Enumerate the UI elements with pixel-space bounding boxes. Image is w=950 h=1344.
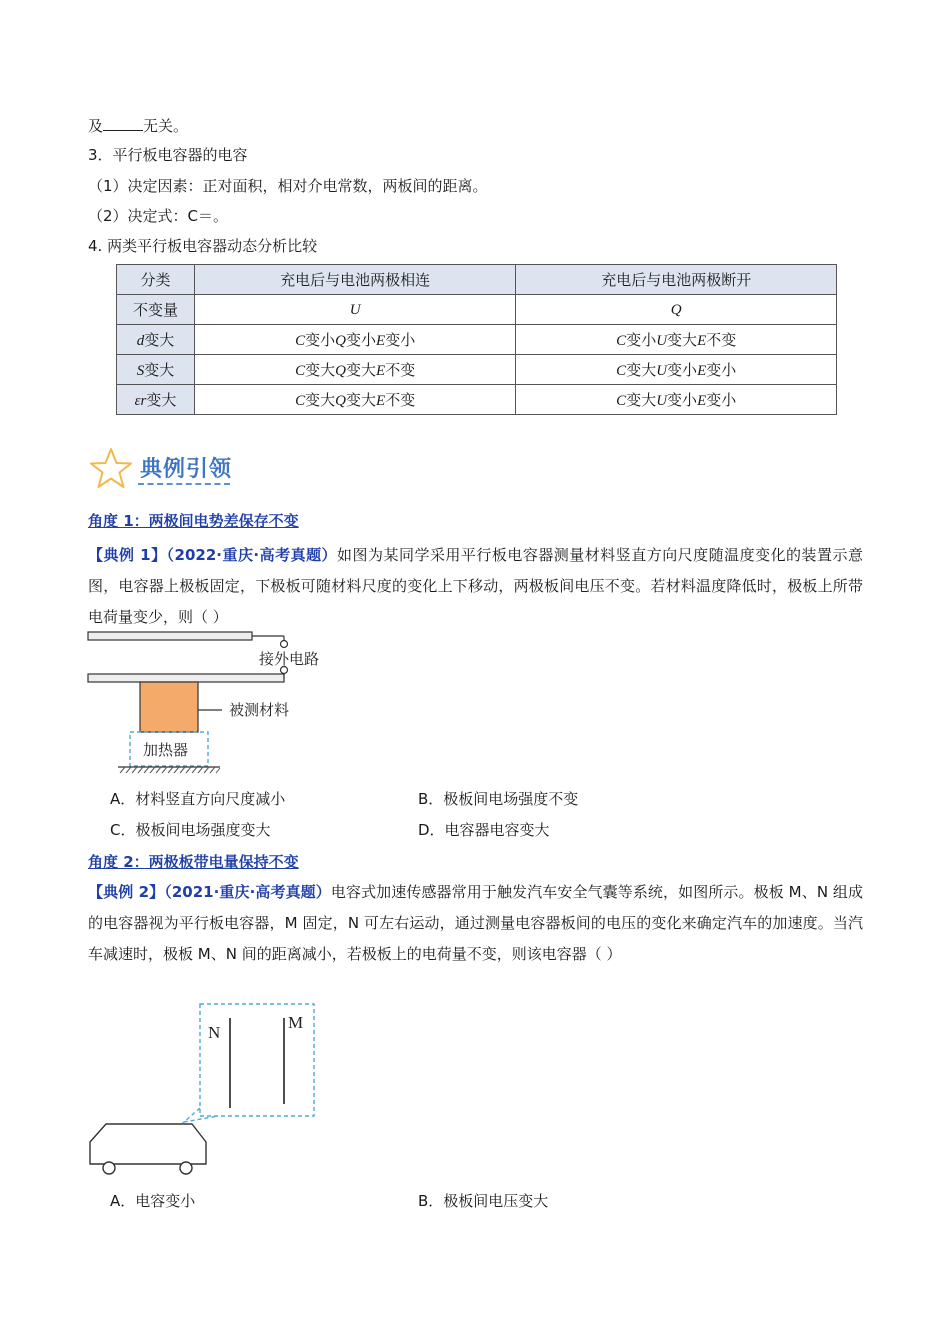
table-row [117,325,837,355]
table-cell-text: 变小 [706,361,737,379]
table-cell-variable: C [616,333,627,349]
table-cell-text: 不变 [706,331,737,349]
top-plate [88,632,252,640]
callout-pointer [184,1108,218,1122]
example-2-tag: 【典例 2】（2021·重庆·高考真题） [88,883,331,901]
table-cell-variable: Q [335,363,346,379]
table-cell-text: 不变 [385,391,416,409]
table-cell [516,385,837,415]
table-cell-text: 变大 [346,391,377,409]
star-outline-icon [88,446,134,490]
section-title: 典例引领 [140,457,233,482]
table-cell-variable: E [376,393,386,409]
table-cell [194,325,516,355]
table-row-label-text: 变大 [144,331,175,349]
example-2-body: 电容式加速传感器常用于触发汽车安全气囊等系统，如图所示。极板 M、N 组成的电容器视为平行板电容器，M 固定，N 可左右运动，通过测量电容器板间的电压的变化来确定汽车的加速度。当汽车减速时，极板 M、N 间的距离减小，若极板上的电荷量不变，则该电容器（ ） [88,883,863,963]
table-cell [194,385,516,415]
table-cell-text: 变大 [667,331,698,349]
table-row-variable: S [136,363,145,379]
table-cell-text: 不变 [385,361,416,379]
table-header-row [117,265,837,295]
table-row-label [117,325,195,355]
table-cell-text: 变小 [667,361,698,379]
table-cell [516,355,837,385]
table-header-cell: 充电后与电池两极断开 [516,265,837,295]
table-cell-variable: Q [670,302,682,318]
label-m: M [288,1013,304,1032]
example-1-text [88,540,863,633]
table-cell-text: 变大 [305,361,336,379]
table-cell [194,295,516,325]
table-cell-variable: U [656,333,668,349]
label-n: N [208,1023,221,1042]
angle-2-heading: 角度 2：两极板带电量保持不变 [88,853,299,871]
example-2-text [88,877,863,970]
table-row-label [117,355,195,385]
item-4-title: 4. 两类平行板电容器动态分析比较 [88,237,318,255]
table-row-label-text: 不变量 [132,301,178,319]
table-row-variable: εr [134,393,147,409]
label-heater: 加热器 [143,741,189,759]
table-cell-variable: C [295,363,306,379]
table-row [117,355,837,385]
comparison-table [116,264,837,415]
label-circuit: 接外电路 [259,650,320,668]
table-row-label-text: 变大 [146,391,177,409]
example-1-tag: 【典例 1】（2022·重庆·高考真题） [88,546,338,564]
table-cell-variable: C [616,393,627,409]
table-row [117,385,837,415]
fill-blank [103,116,143,131]
option-2b: B．极板间电压变大 [418,1192,549,1210]
figure-1 [84,628,344,778]
example-1-body: 如图为某同学采用平行板电容器测量材料竖直方向尺度随温度变化的装置示意图，电容器上极板固定，下极板可随材料尺度的变化上下移动，两极板间电压不变。若材料温度降低时，极板上所带电荷量变少，则（ ） [88,546,863,626]
item-3-title: 3．平行板电容器的电容 [88,146,248,164]
table-cell-text: 变大 [626,391,657,409]
table-header-cell: 分类 [117,265,195,295]
table-cell-variable: E [697,333,707,349]
table-cell [516,325,837,355]
table-row-label-text: 变大 [144,361,175,379]
option-1b: B．极板间电场强度不变 [418,790,579,808]
table-row-label [117,295,195,325]
table-cell-text: 变小 [346,331,377,349]
table-cell-variable: Q [335,393,346,409]
option-2a: A．电容变小 [110,1192,196,1210]
table-cell-text: 变小 [305,331,336,349]
table-row-label [117,385,195,415]
table-cell-text: 变大 [305,391,336,409]
table-header-cell: 充电后与电池两极相连 [194,265,516,295]
table-cell-variable: U [656,393,668,409]
table-cell-variable: U [656,363,668,379]
material-block [140,682,198,732]
section-title-underline [138,483,230,485]
table-row [117,295,837,325]
car-wheel-rear [180,1162,192,1174]
table-row-variable: d [136,333,145,349]
table-cell [194,355,516,385]
table-cell-text: 变小 [626,331,657,349]
table-cell-variable: C [295,333,306,349]
terminal-top [281,641,288,648]
car-wheel-front [103,1162,115,1174]
option-1a: A．材料竖直方向尺度减小 [110,790,286,808]
table-cell-variable: C [616,363,627,379]
table-cell-variable: E [697,393,707,409]
table-cell-text: 变大 [346,361,377,379]
intro-line-1: 及 无关。 [88,117,189,135]
angle-1-heading: 角度 1：两极间电势差保存不变 [88,512,299,530]
label-material: 被测材料 [229,701,290,719]
table-cell-variable: C [295,393,306,409]
table-cell-text: 变小 [385,331,416,349]
table-cell-text: 变小 [706,391,737,409]
car-body [90,1124,206,1164]
table-cell-text: 变大 [626,361,657,379]
table-cell-variable: U [349,302,361,318]
table-cell-variable: E [697,363,707,379]
item-3-2: （2）决定式：C＝。 [88,207,229,225]
item-3-1: （1）决定因素：正对面积，相对介电常数，两板间的距离。 [88,177,488,195]
figure-2 [84,1000,324,1180]
option-1d: D．电容器电容变大 [418,821,550,839]
option-1c: C．极板间电场强度变大 [110,821,271,839]
table-cell-variable: E [376,333,386,349]
table-cell [516,295,837,325]
table-cell-variable: E [376,363,386,379]
table-cell-variable: Q [335,333,346,349]
table-cell-text: 变小 [667,391,698,409]
bottom-plate [88,674,284,682]
